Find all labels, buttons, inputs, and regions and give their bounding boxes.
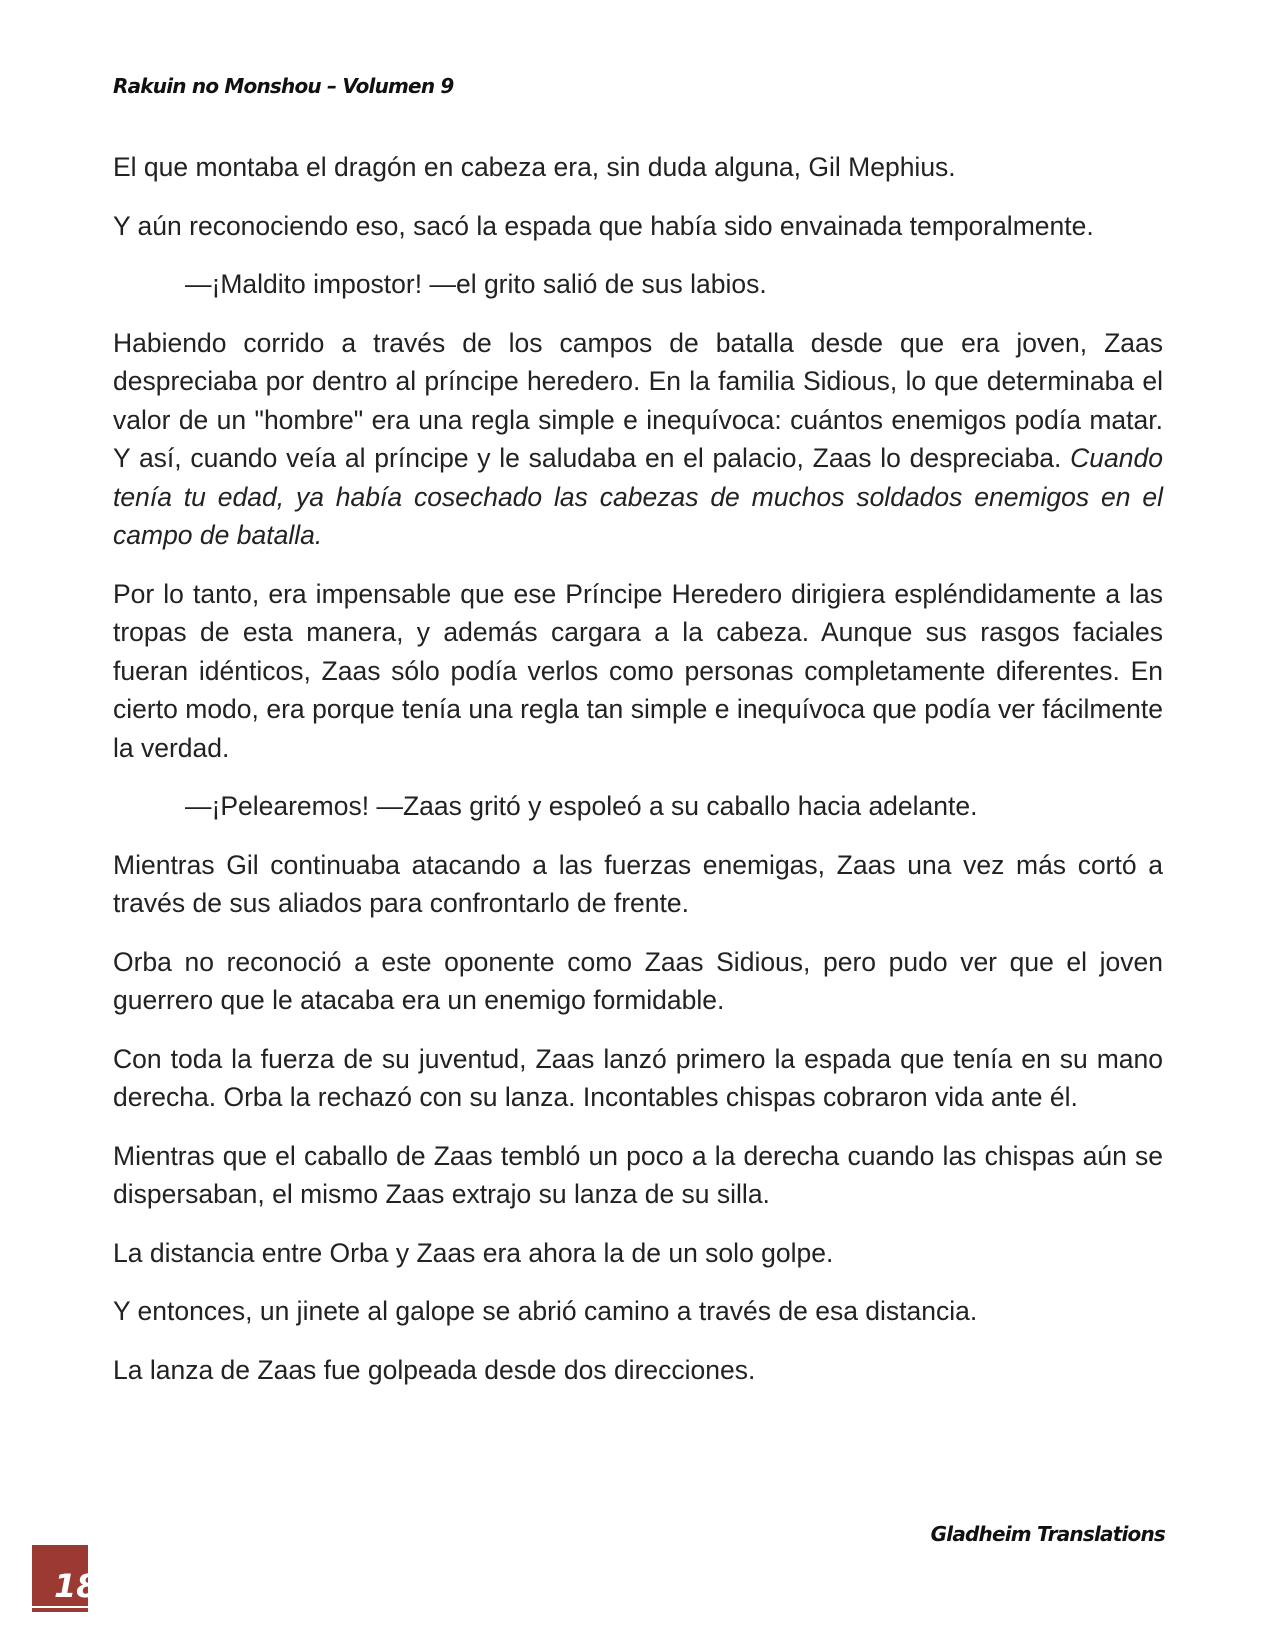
paragraph-4 (113, 324, 1163, 555)
paragraph-4-text: Habiendo corrido a través de los campos de batalla desde que era joven, Zaas despreciaba por dentro al príncipe heredero. En la familia Sidious, lo que determinaba el valor de un "hombre" era una regla simple e inequívoca: cuántos enemigos podía matar. Y así, cuando veía al príncipe y le saludaba en el palacio, Zaas lo despreciaba. (113, 327, 1163, 473)
paragraph-5: Por lo tanto, era impensable que ese Príncipe Heredero dirigiera espléndidamente a las tropas de esta manera, y además cargara a la cabeza. Aunque sus rasgos faciales fueran idénticos, Zaas sólo podía verlos como personas completamente diferentes. En cierto modo, era porque tenía una regla tan simple e inequívoca que podía ver fácilmente la verdad. (113, 578, 1163, 763)
page-number-underline (32, 1606, 88, 1608)
paragraph-10: Mientras que el caballo de Zaas tembló un poco a la derecha cuando las chispas aún se dispersaban, el mismo Zaas extrajo su lanza de su silla. (113, 1140, 1163, 1209)
paragraph-1: El que montaba el dragón en cabeza era, sin duda alguna, Gil Mephius. (113, 152, 956, 182)
paragraph-8: Orba no reconoció a este oponente como Zaas Sidious, pero pudo ver que el joven guerrero que le atacaba era un enemigo formidable. (113, 946, 1163, 1015)
dialogue-paragraph-2: —¡Pelearemos! —Zaas gritó y espoleó a su caballo hacia adelante. (185, 791, 978, 821)
page-body (113, 148, 1163, 1409)
paragraph-11: La distancia entre Orba y Zaas era ahora la de un solo golpe. (113, 1237, 834, 1268)
running-header: Rakuin no Monshou – Volumen 9 (113, 74, 454, 98)
paragraph-13: La lanza de Zaas fue golpeada desde dos direcciones. (113, 1354, 756, 1385)
paragraph-9: Con toda la fuerza de su juventud, Zaas lanzó primero la espada que tenía en su mano derecha. Orba la rechazó con su lanza. Incontables chispas cobraron vida ante él. (113, 1043, 1163, 1112)
paragraph-2: Y aún reconociendo eso, sacó la espada que había sido envainada temporalmente. (113, 210, 1094, 241)
page-number: 18 (54, 1567, 99, 1605)
paragraph-7: Mientras Gil continuaba atacando a las fuerzas enemigas, Zaas una vez más cortó a través de sus aliados para confrontarlo de frente. (113, 849, 1163, 918)
dialogue-paragraph-1: —¡Maldito impostor! —el grito salió de sus labios. (185, 269, 767, 299)
paragraph-4-italic-thought: Cuando tenía tu edad, ya había cosechado las cabezas de muchos soldados enemigos en el campo de batalla. (113, 443, 1163, 550)
footer-credit: Gladheim Translations (930, 1522, 1165, 1546)
paragraph-12: Y entonces, un jinete al galope se abrió camino a través de esa distancia. (113, 1296, 978, 1326)
